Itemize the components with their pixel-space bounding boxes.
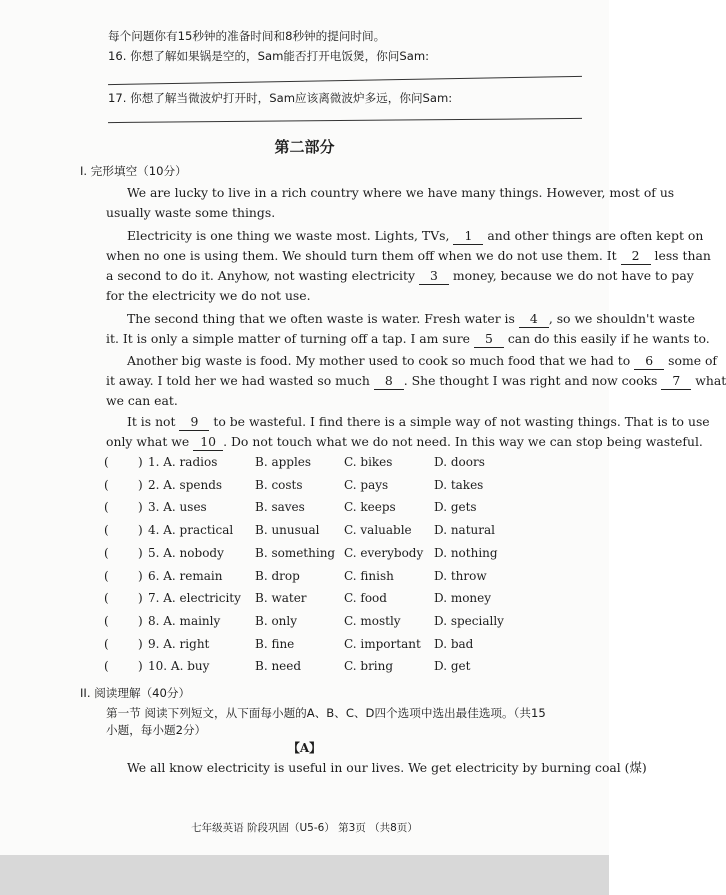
option-c-2: C. pays [344, 477, 389, 492]
option-paren-close-1: ) [138, 455, 143, 469]
option-b-9: B. fine [255, 636, 295, 651]
blank-8: 8 [374, 373, 404, 390]
option-paren-open-8[interactable]: ( [104, 613, 109, 628]
option-b-6: B. drop [255, 568, 300, 583]
option-b-10: B. need [255, 659, 302, 674]
para4-line1: Another big waste is food. My mother used to cook so much food that we had to 6 some of [127, 353, 718, 368]
blank-7: 7 [661, 373, 691, 390]
option-paren-close-6: ) [138, 568, 143, 583]
option-b-5: B. something [255, 545, 336, 560]
para2-line2: when no one is using them. We should turn them off when we do not use them. It 2 less than [106, 248, 711, 263]
option-d-8: D. specially [434, 613, 504, 628]
instruction-line: 每个问题你有15秒钟的准备时间和8秒钟的提问时间。 [108, 29, 386, 43]
option-b-8: B. only [255, 613, 298, 628]
para2-line4: for the electricity we do not use. [106, 288, 311, 303]
option-paren-open-9[interactable]: ( [104, 636, 109, 651]
option-paren-close-2: ) [138, 477, 143, 492]
option-c-1: C. bikes [344, 455, 393, 469]
option-c-8: C. mostly [344, 613, 401, 628]
option-paren-open-1[interactable]: ( [104, 455, 109, 469]
answer-line-17 [108, 118, 582, 123]
option-d-10: D. get [434, 659, 471, 674]
option-paren-close-4: ) [138, 523, 143, 538]
answer-line-16 [108, 76, 582, 85]
option-d-6: D. throw [434, 568, 487, 583]
option-a-1: 1. A. radios [148, 455, 218, 469]
para5-line2: only what we 10 . Do not touch what we do not need. In this way we can stop being wasteful. [106, 434, 703, 449]
para5-line1: It is not 9 to be wasteful. I find there is a simple way of not wasting things. That is to use [127, 414, 710, 429]
option-paren-close-10: ) [138, 659, 143, 674]
blank-4: 4 [519, 311, 549, 328]
option-a-9: 9. A. right [148, 636, 210, 651]
option-paren-close-8: ) [138, 613, 143, 628]
para3-line2: it. It is only a simple matter of turning off a tap. I am sure 5 can do this easily if he wants to. [106, 331, 710, 346]
section-title: 第二部分 [274, 138, 335, 156]
option-a-10: 10. A. buy [148, 659, 210, 674]
option-d-7: D. money [434, 591, 492, 606]
page-footer: 七年级英语 阶段巩固（U5-6） 第3页 （共8页） [191, 822, 418, 834]
option-d-1: D. doors [434, 455, 485, 469]
blank-1: 1 [453, 228, 483, 245]
option-paren-open-4[interactable]: ( [104, 523, 109, 538]
option-a-4: 4. A. practical [148, 523, 234, 538]
option-b-1: B. apples [255, 455, 312, 469]
option-c-5: C. everybody [344, 545, 424, 560]
option-d-4: D. natural [434, 523, 495, 538]
blank-10: 10 [193, 434, 223, 451]
option-d-2: D. takes [434, 477, 484, 492]
option-a-8: 8. A. mainly [148, 613, 221, 628]
blank-2: 2 [621, 248, 651, 265]
option-paren-open-7[interactable]: ( [104, 591, 109, 606]
blank-5: 5 [474, 331, 504, 348]
question-16: 16. 你想了解如果锅是空的，Sam能否打开电饭煲，你问Sam: [108, 49, 430, 63]
option-paren-open-6[interactable]: ( [104, 568, 109, 583]
passage-line1: We all know electricity is useful in our lives. We get electricity by burning coal (煤) [127, 760, 647, 775]
option-paren-close-3: ) [138, 500, 143, 515]
option-a-7: 7. A. electricity [148, 591, 241, 606]
option-paren-open-10[interactable]: ( [104, 659, 109, 674]
cloze-heading: I. 完形填空（10分） [80, 164, 187, 178]
bottom-strip [0, 855, 609, 895]
option-c-7: C. food [344, 591, 387, 606]
option-paren-close-7: ) [138, 591, 143, 606]
option-b-2: B. costs [255, 477, 303, 492]
option-d-9: D. bad [434, 636, 474, 651]
option-c-3: C. keeps [344, 500, 396, 515]
blank-9: 9 [179, 414, 209, 431]
option-c-4: C. valuable [344, 523, 412, 538]
option-a-2: 2. A. spends [148, 477, 223, 492]
question-17: 17. 你想了解当微波炉打开时，Sam应该离微波炉多远，你问Sam: [108, 91, 453, 105]
passage-label: 【A】 [287, 741, 322, 755]
option-d-3: D. gets [434, 500, 477, 515]
option-a-3: 3. A. uses [148, 500, 207, 515]
option-b-4: B. unusual [255, 523, 320, 538]
para2-line1: Electricity is one thing we waste most. Lights, TVs, 1 and other things are often kept on [127, 228, 704, 243]
option-c-9: C. important [344, 636, 421, 651]
reading-instruction-2: 小题，每小题2分） [106, 723, 207, 737]
para3-line1: The second thing that we often waste is water. Fresh water is 4 , so we shouldn't waste [127, 311, 695, 326]
option-b-7: B. water [255, 591, 307, 606]
option-paren-close-9: ) [138, 636, 143, 651]
para1-line1: We are lucky to live in a rich country where we have many things. However, most of us [127, 185, 675, 200]
option-paren-open-5[interactable]: ( [104, 545, 109, 560]
para1-line2: usually waste some things. [106, 205, 276, 220]
option-paren-open-2[interactable]: ( [104, 477, 109, 492]
option-a-5: 5. A. nobody [148, 545, 224, 560]
para4-line2: it away. I told her we had wasted so much 8 . She thought I was right and now cooks 7 what [106, 373, 726, 388]
reading-instruction-1: 第一节 阅读下列短文，从下面每小题的A、B、C、D四个选项中选出最佳选项。（共15 [106, 706, 546, 720]
option-a-6: 6. A. remain [148, 568, 223, 583]
option-c-10: C. bring [344, 659, 394, 674]
para4-line3: we can eat. [106, 393, 178, 408]
para2-line3: a second to do it. Anyhow, not wasting electricity 3 money, because we do not have to pay [106, 268, 694, 283]
option-paren-close-5: ) [138, 545, 143, 560]
blank-6: 6 [634, 353, 664, 370]
option-b-3: B. saves [255, 500, 305, 515]
reading-heading: II. 阅读理解（40分） [80, 686, 191, 700]
option-c-6: C. finish [344, 568, 394, 583]
blank-3: 3 [419, 268, 449, 285]
option-d-5: D. nothing [434, 545, 498, 560]
option-paren-open-3[interactable]: ( [104, 500, 109, 515]
